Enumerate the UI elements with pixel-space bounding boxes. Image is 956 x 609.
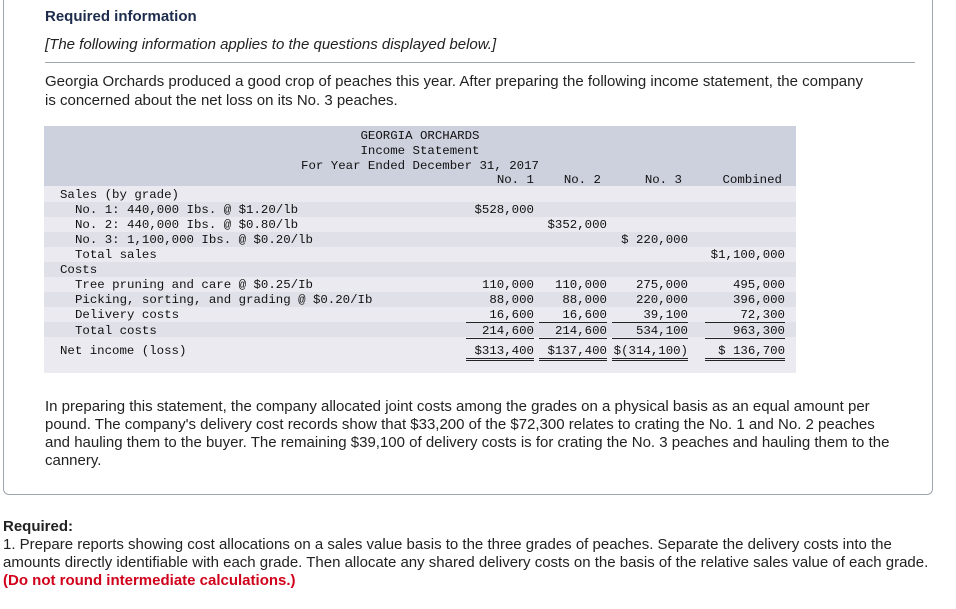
cost-row-label: Picking, sorting, and grading @ $0.20/Ib: [75, 293, 373, 307]
net-income-value: $313,400: [466, 344, 534, 361]
divider: [45, 62, 915, 63]
required-information-heading: Required information: [45, 8, 197, 25]
total-costs-value: 963,300: [705, 324, 785, 339]
sales-row-label: No. 2: 440,000 Ibs. @ $0.80/lb: [75, 218, 299, 232]
cost-value: 72,300: [705, 308, 785, 323]
column-header-no2: No. 2: [563, 173, 601, 187]
sales-row-label: No. 3: 1,100,000 Ibs. @ $0.20/lb: [75, 233, 313, 247]
explanation-paragraph: In preparing this statement, the company allocated joint costs among the grades on a physical basis as an equal amount per pound. The company's delivery cost records show that $33,200 of the $72,300 relates to crating the No. 1 and No. 2 peaches and hauling them to the buyer. The remaining $39,100 of delivery costs is for crating the No. 3 peaches and hauling them to the cannery.: [45, 398, 890, 469]
required-text: 1. Prepare reports showing cost allocations on a sales value basis to the three grades of peaches. Separate the delivery costs into the amounts directly identifiable with each grade. Then allocate any shared delivery costs on the basis of the relative sales value of each grade.: [3, 536, 929, 571]
column-header-combined: Combined: [722, 173, 782, 187]
income-statement: [44, 126, 796, 373]
net-income-value: $(314,100): [612, 344, 688, 361]
statement-header: [44, 126, 796, 186]
cost-value: 220,000: [635, 293, 688, 307]
sales-no2-value: $352,000: [547, 218, 607, 232]
cost-value: 110,000: [554, 278, 607, 292]
sales-label: Sales (by grade): [60, 188, 179, 202]
costs-label: Costs: [60, 263, 98, 277]
net-income-value: $137,400: [539, 344, 607, 361]
required-section: [3, 518, 938, 590]
intro-paragraph: Georgia Orchards produced a good crop of peaches this year. After preparing the following income statement, the company is concerned about the net loss on its No. 3 peaches.: [45, 73, 863, 109]
total-costs-value: 214,600: [539, 324, 607, 339]
statement-title: Income Statement: [360, 144, 480, 158]
total-costs-value: 214,600: [466, 324, 534, 339]
cost-row-label: Delivery costs: [75, 308, 180, 322]
company-name: GEORGIA ORCHARDS: [360, 129, 480, 143]
cost-value: 39,100: [612, 308, 688, 323]
cost-value: 88,000: [489, 293, 534, 307]
column-header-no3: No. 3: [644, 173, 682, 187]
net-income-value: $ 136,700: [705, 344, 785, 361]
total-costs-value: 534,100: [612, 324, 688, 339]
cost-row-label: Tree pruning and care @ $0.25/Ib: [75, 278, 313, 292]
applies-note: [The following information applies to the questions displayed below.]: [45, 36, 497, 53]
required-title: Required:: [3, 518, 74, 535]
net-income-label: Net income (loss): [60, 344, 187, 358]
sales-no1-value: $528,000: [474, 203, 534, 217]
cost-value: 495,000: [732, 278, 785, 292]
cost-value: 275,000: [635, 278, 688, 292]
rounding-note: (Do not round intermediate calculations.): [3, 572, 296, 589]
statement-period: For Year Ended December 31, 2017: [301, 159, 539, 173]
total-sales-value: $1,100,000: [710, 248, 785, 262]
sales-row-label: No. 1: 440,000 Ibs. @ $1.20/lb: [75, 203, 299, 217]
sales-no3-value: $ 220,000: [621, 233, 688, 247]
column-header-no1: No. 1: [496, 173, 534, 187]
cost-value: 16,600: [466, 308, 534, 323]
total-sales-label: Total sales: [75, 248, 157, 262]
cost-value: 396,000: [732, 293, 785, 307]
cost-value: 16,600: [539, 308, 607, 323]
total-costs-label: Total costs: [75, 324, 157, 338]
row-band: [44, 262, 796, 277]
cost-value: 88,000: [562, 293, 607, 307]
cost-value: 110,000: [481, 278, 534, 292]
